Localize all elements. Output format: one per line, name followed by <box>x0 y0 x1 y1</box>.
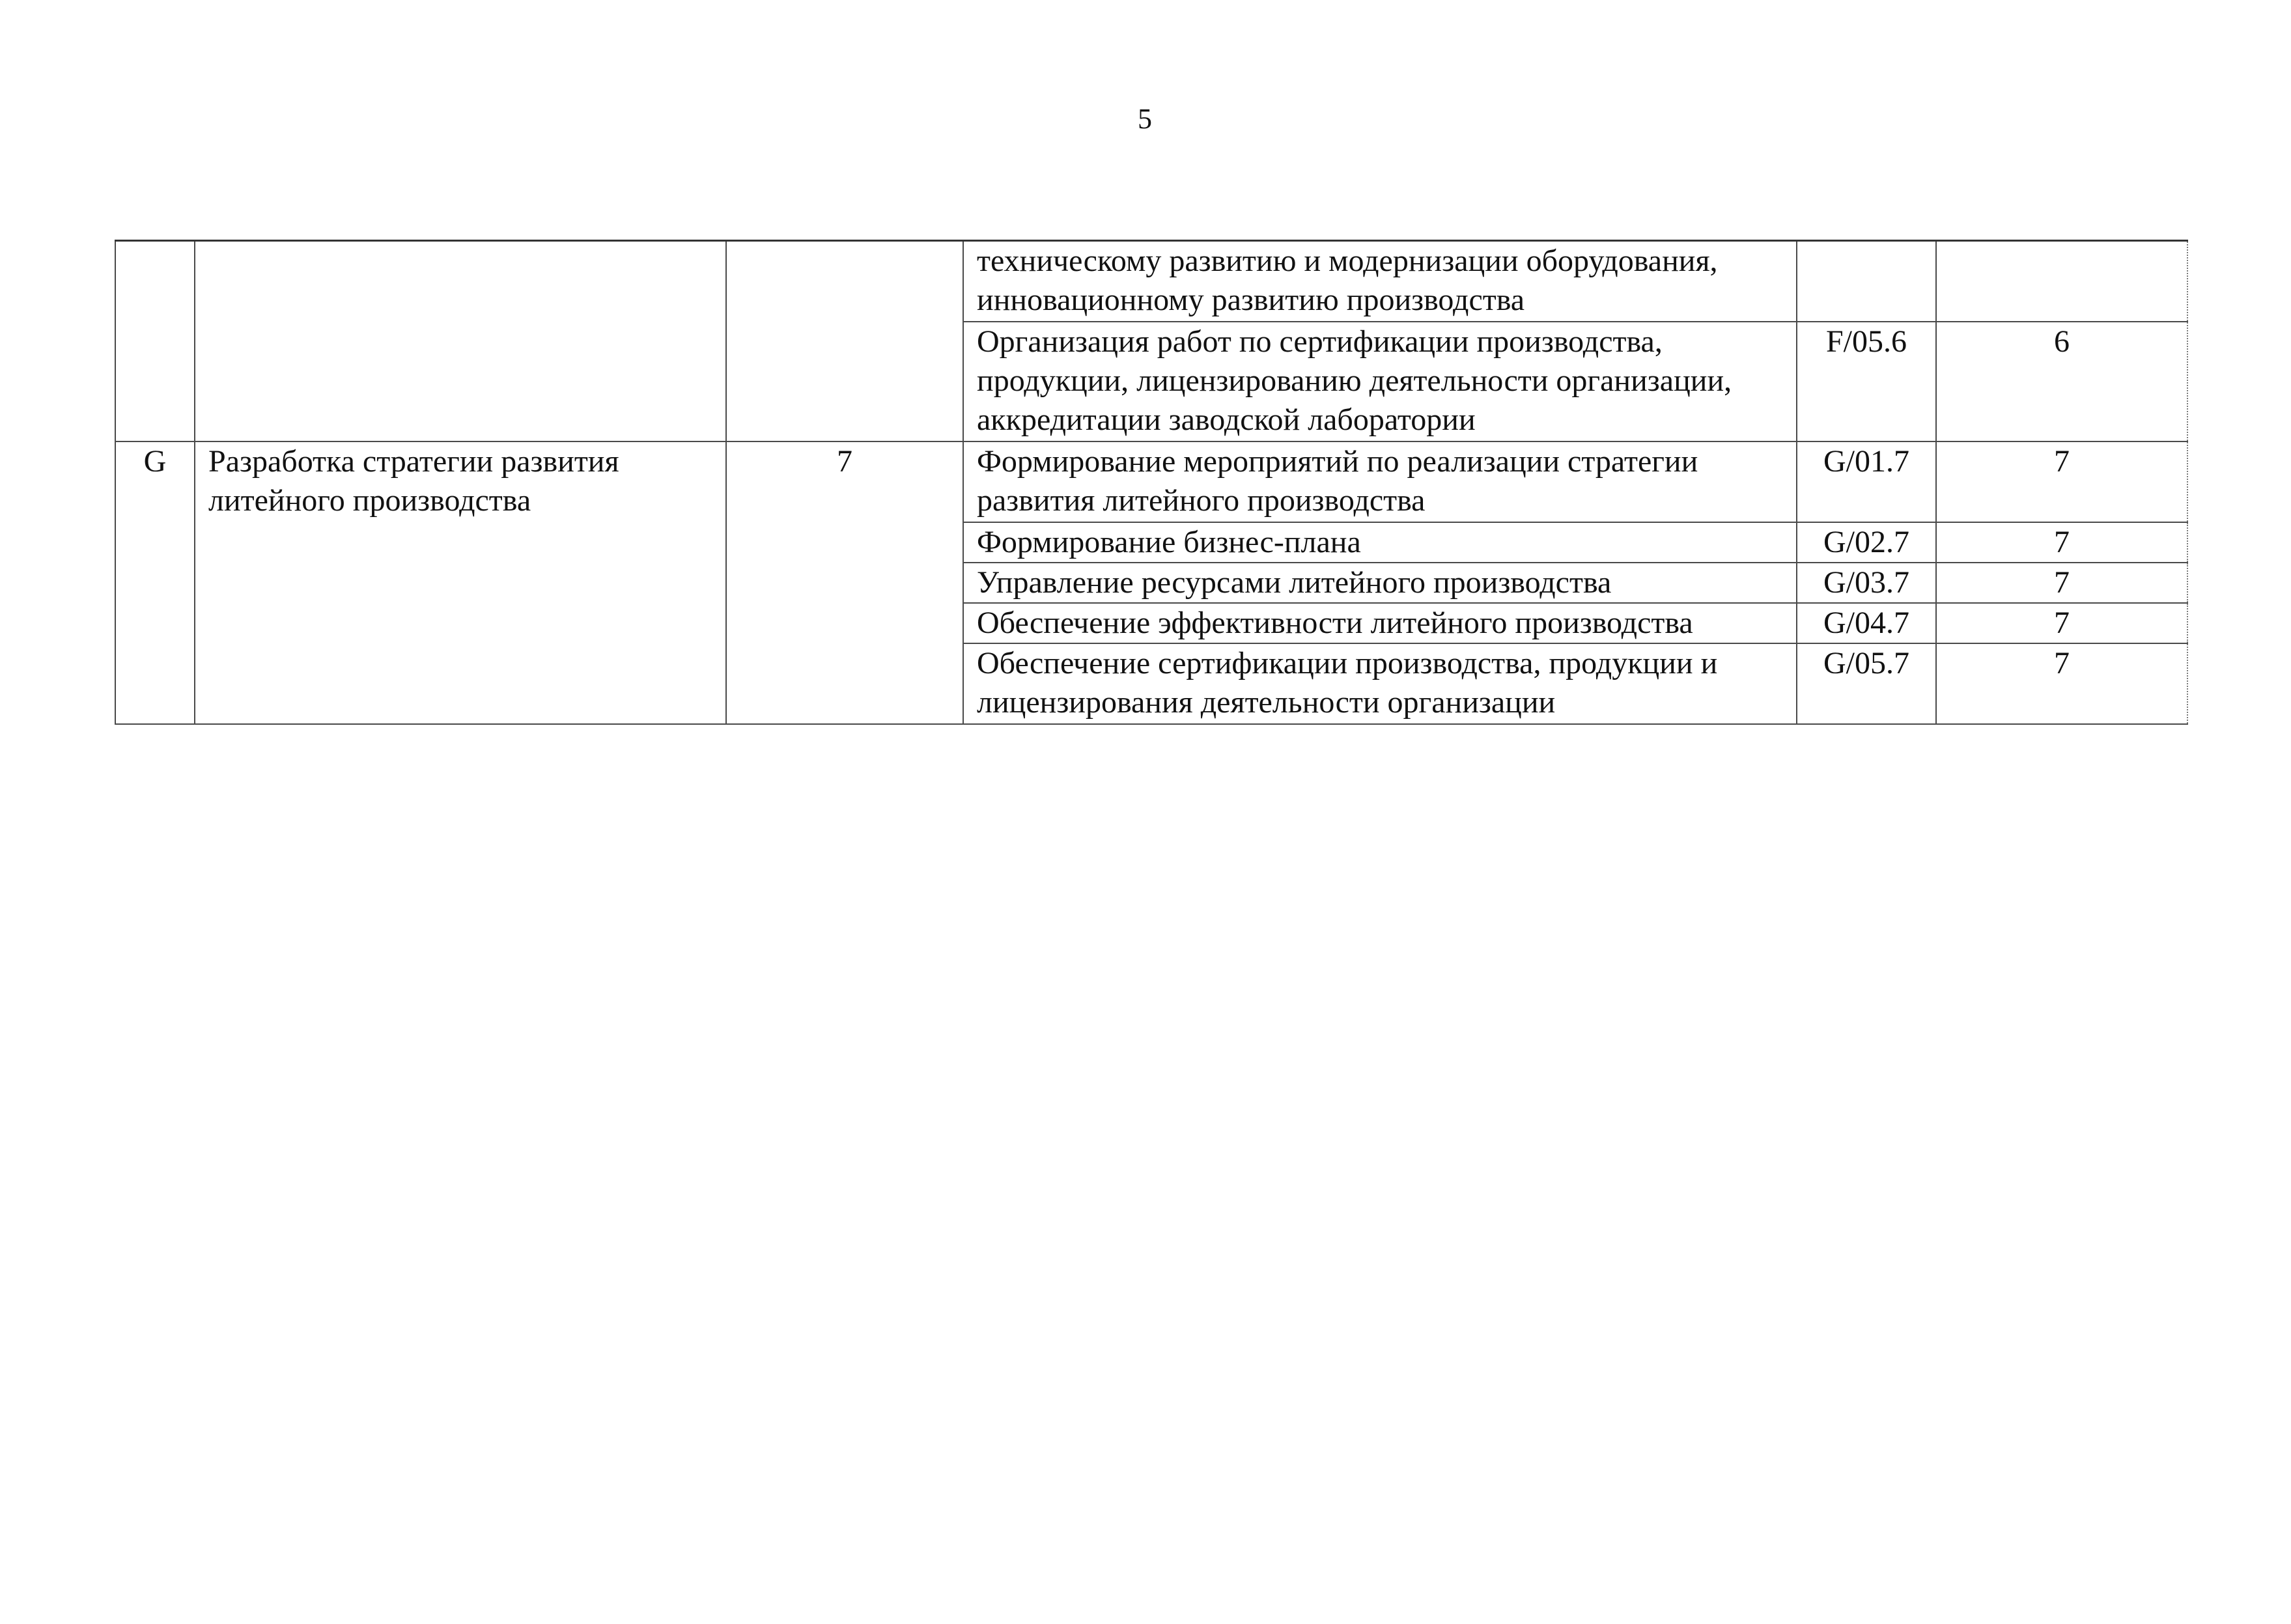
function-code-cell: G/02.7 <box>1797 522 1936 563</box>
function-name-cell: Обеспечение сертификации производства, продукции и лицензирования деятельности организации <box>963 643 1797 724</box>
function-code-cell: G/03.7 <box>1797 563 1936 603</box>
table-row <box>115 241 2187 322</box>
generalized-code-cell: G <box>115 441 195 724</box>
function-name-cell: Обеспечение эффективности литейного производства <box>963 603 1797 643</box>
functions-table <box>115 240 2188 725</box>
function-code-cell <box>1797 241 1936 322</box>
function-level-cell: 6 <box>1936 322 2187 441</box>
function-level-cell <box>1936 241 2187 322</box>
function-name-cell: Управление ресурсами литейного производства <box>963 563 1797 603</box>
function-level-cell: 7 <box>1936 522 2187 563</box>
generalized-code-cell <box>115 241 195 442</box>
function-name-cell: Формирование бизнес-плана <box>963 522 1797 563</box>
generalized-level-cell: 7 <box>726 441 963 724</box>
function-level-cell: 7 <box>1936 643 2187 724</box>
function-name-cell: Формирование мероприятий по реализации стратегии развития литейного производства <box>963 441 1797 522</box>
generalized-name-cell <box>195 241 726 442</box>
page-number: 5 <box>1138 103 1152 135</box>
function-code-cell: G/05.7 <box>1797 643 1936 724</box>
function-name-cell: техническому развитию и модернизации оборудования, инновационному развитию производства <box>963 241 1797 322</box>
generalized-name-cell: Разработка стратегии развития литейного производства <box>195 441 726 724</box>
function-level-cell: 7 <box>1936 603 2187 643</box>
function-code-cell: G/04.7 <box>1797 603 1936 643</box>
function-code-cell: F/05.6 <box>1797 322 1936 441</box>
table-row <box>115 441 2187 522</box>
function-level-cell: 7 <box>1936 441 2187 522</box>
function-code-cell: G/01.7 <box>1797 441 1936 522</box>
function-level-cell: 7 <box>1936 563 2187 603</box>
function-name-cell: Организация работ по сертификации производства, продукции, лицензированию деятельности организации, аккредитации заводской лаборатории <box>963 322 1797 441</box>
generalized-level-cell <box>726 241 963 442</box>
